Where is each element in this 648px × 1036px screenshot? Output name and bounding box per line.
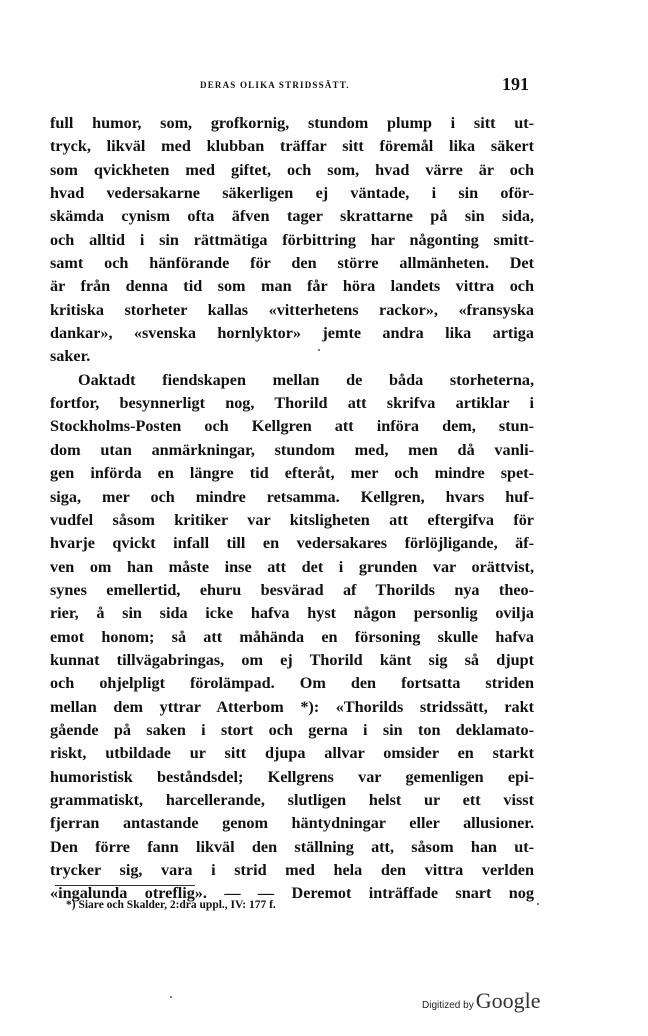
text-line: vudfel såsom kritiker var kitsligheten att eftergifva för [50,510,534,529]
text-line: är från denna tid som man får höra landets vittra och [50,277,534,296]
text-line: siga, mer och mindre retsamma. Kellgren, hvars huf- [50,487,534,506]
text-line: gen införda en längre tid efteråt, mer och mindre spet- [50,464,534,483]
text-line: humoristisk beståndsdel; Kellgrens var gemenligen epi- [50,767,534,786]
footnote: *) Siare och Skalder, 2:dra uppl., IV: 177 f. [66,899,276,911]
text-line: och alltid i sin rättmätiga förbittring har någonting smitt- [50,230,534,249]
text-line: fortfor, besynnerligt nog, Thorild att skrifva artiklar i [50,394,534,413]
footnote-divider [55,885,195,886]
print-speck [537,903,539,905]
text-line: full humor, som, grofkornig, stundom plump i sitt ut- [50,114,534,132]
text-line: mellan dem yttrar Atterbom *): «Thorilds stridssätt, rakt [50,697,534,716]
text-line: emot honom; så att måhända en försoning skulle hafva [50,627,534,646]
text-line: som qvickheten med giftet, och som, hvad värre är och [50,160,534,179]
text-line: och ohjelpligt förolämpad. Om den fortsatta striden [50,674,534,693]
digitized-by-label: Digitized by [422,1000,474,1011]
text-line: fjerran antastande genom häntydningar eller allusioner. [50,814,534,833]
text-line: skämda cynism ofta äfven tager skrattarne på sin sida, [50,207,534,226]
print-speck [170,996,172,998]
text-line: «ingalunda otreflig». — — Deremot inträffade snart nog [50,884,534,903]
text-line: Stockholms-Posten och Kellgren att införa dem, stun- [50,417,534,436]
text-line: trycker sig, vara i strid med hela den vittra verlden [50,861,534,879]
text-line: kritiska storheter kallas «vitterhetens rackor», «fransyska [50,300,534,319]
text-line: kunnat tillvägabringas, om ej Thorild känt sig så djupt [50,650,534,669]
digitized-by-google-watermark [422,988,540,1014]
print-speck [318,349,320,351]
text-line: tryck, likväl med klubban träffar sitt föremål lika säkert [50,137,534,156]
text-line: ven om han måste inse att det i grunden var orättvist, [50,557,534,576]
text-line: grammatiskt, harcellerande, slutligen helst ur ett visst [50,790,534,809]
text-line: dom utan anmärkningar, stundom med, men då vanli- [50,440,534,459]
text-line: samt och hänförande för den större allmänheten. Det [50,254,534,273]
text-line: hvad vedersakarne säkerligen ej väntade, i sin oför- [50,184,534,203]
text-line: hvarje qvickt infall till en vedersakares förlöjligande, äf- [50,534,534,553]
body-text [50,112,534,906]
google-logo: Google [475,988,541,1013]
text-line: dankar», «svenska hornlyktor» jemte andra lika artiga [50,324,534,343]
running-head: DERAS OLIKA STRIDSSÄTT. [200,80,350,90]
text-line: riskt, utbildade ur sitt djupa allvar omsider en starkt [50,744,534,763]
text-line: Den förre fann likväl den ställning att, såsom han ut- [50,837,534,856]
paragraph-start-line: Oaktadt fiendskapen mellan de båda storheterna, [78,370,534,389]
page-number: 191 [502,74,529,94]
text-line: saker. [50,347,91,366]
text-line: rier, å sin sida icke hafva hyst någon personlig ovilja [50,604,534,623]
text-line: gående på saken i stort och gerna i sin ton deklamato- [50,720,534,739]
text-line: synes emellertid, ehuru besvärad af Thorilds nya theo- [50,580,534,599]
